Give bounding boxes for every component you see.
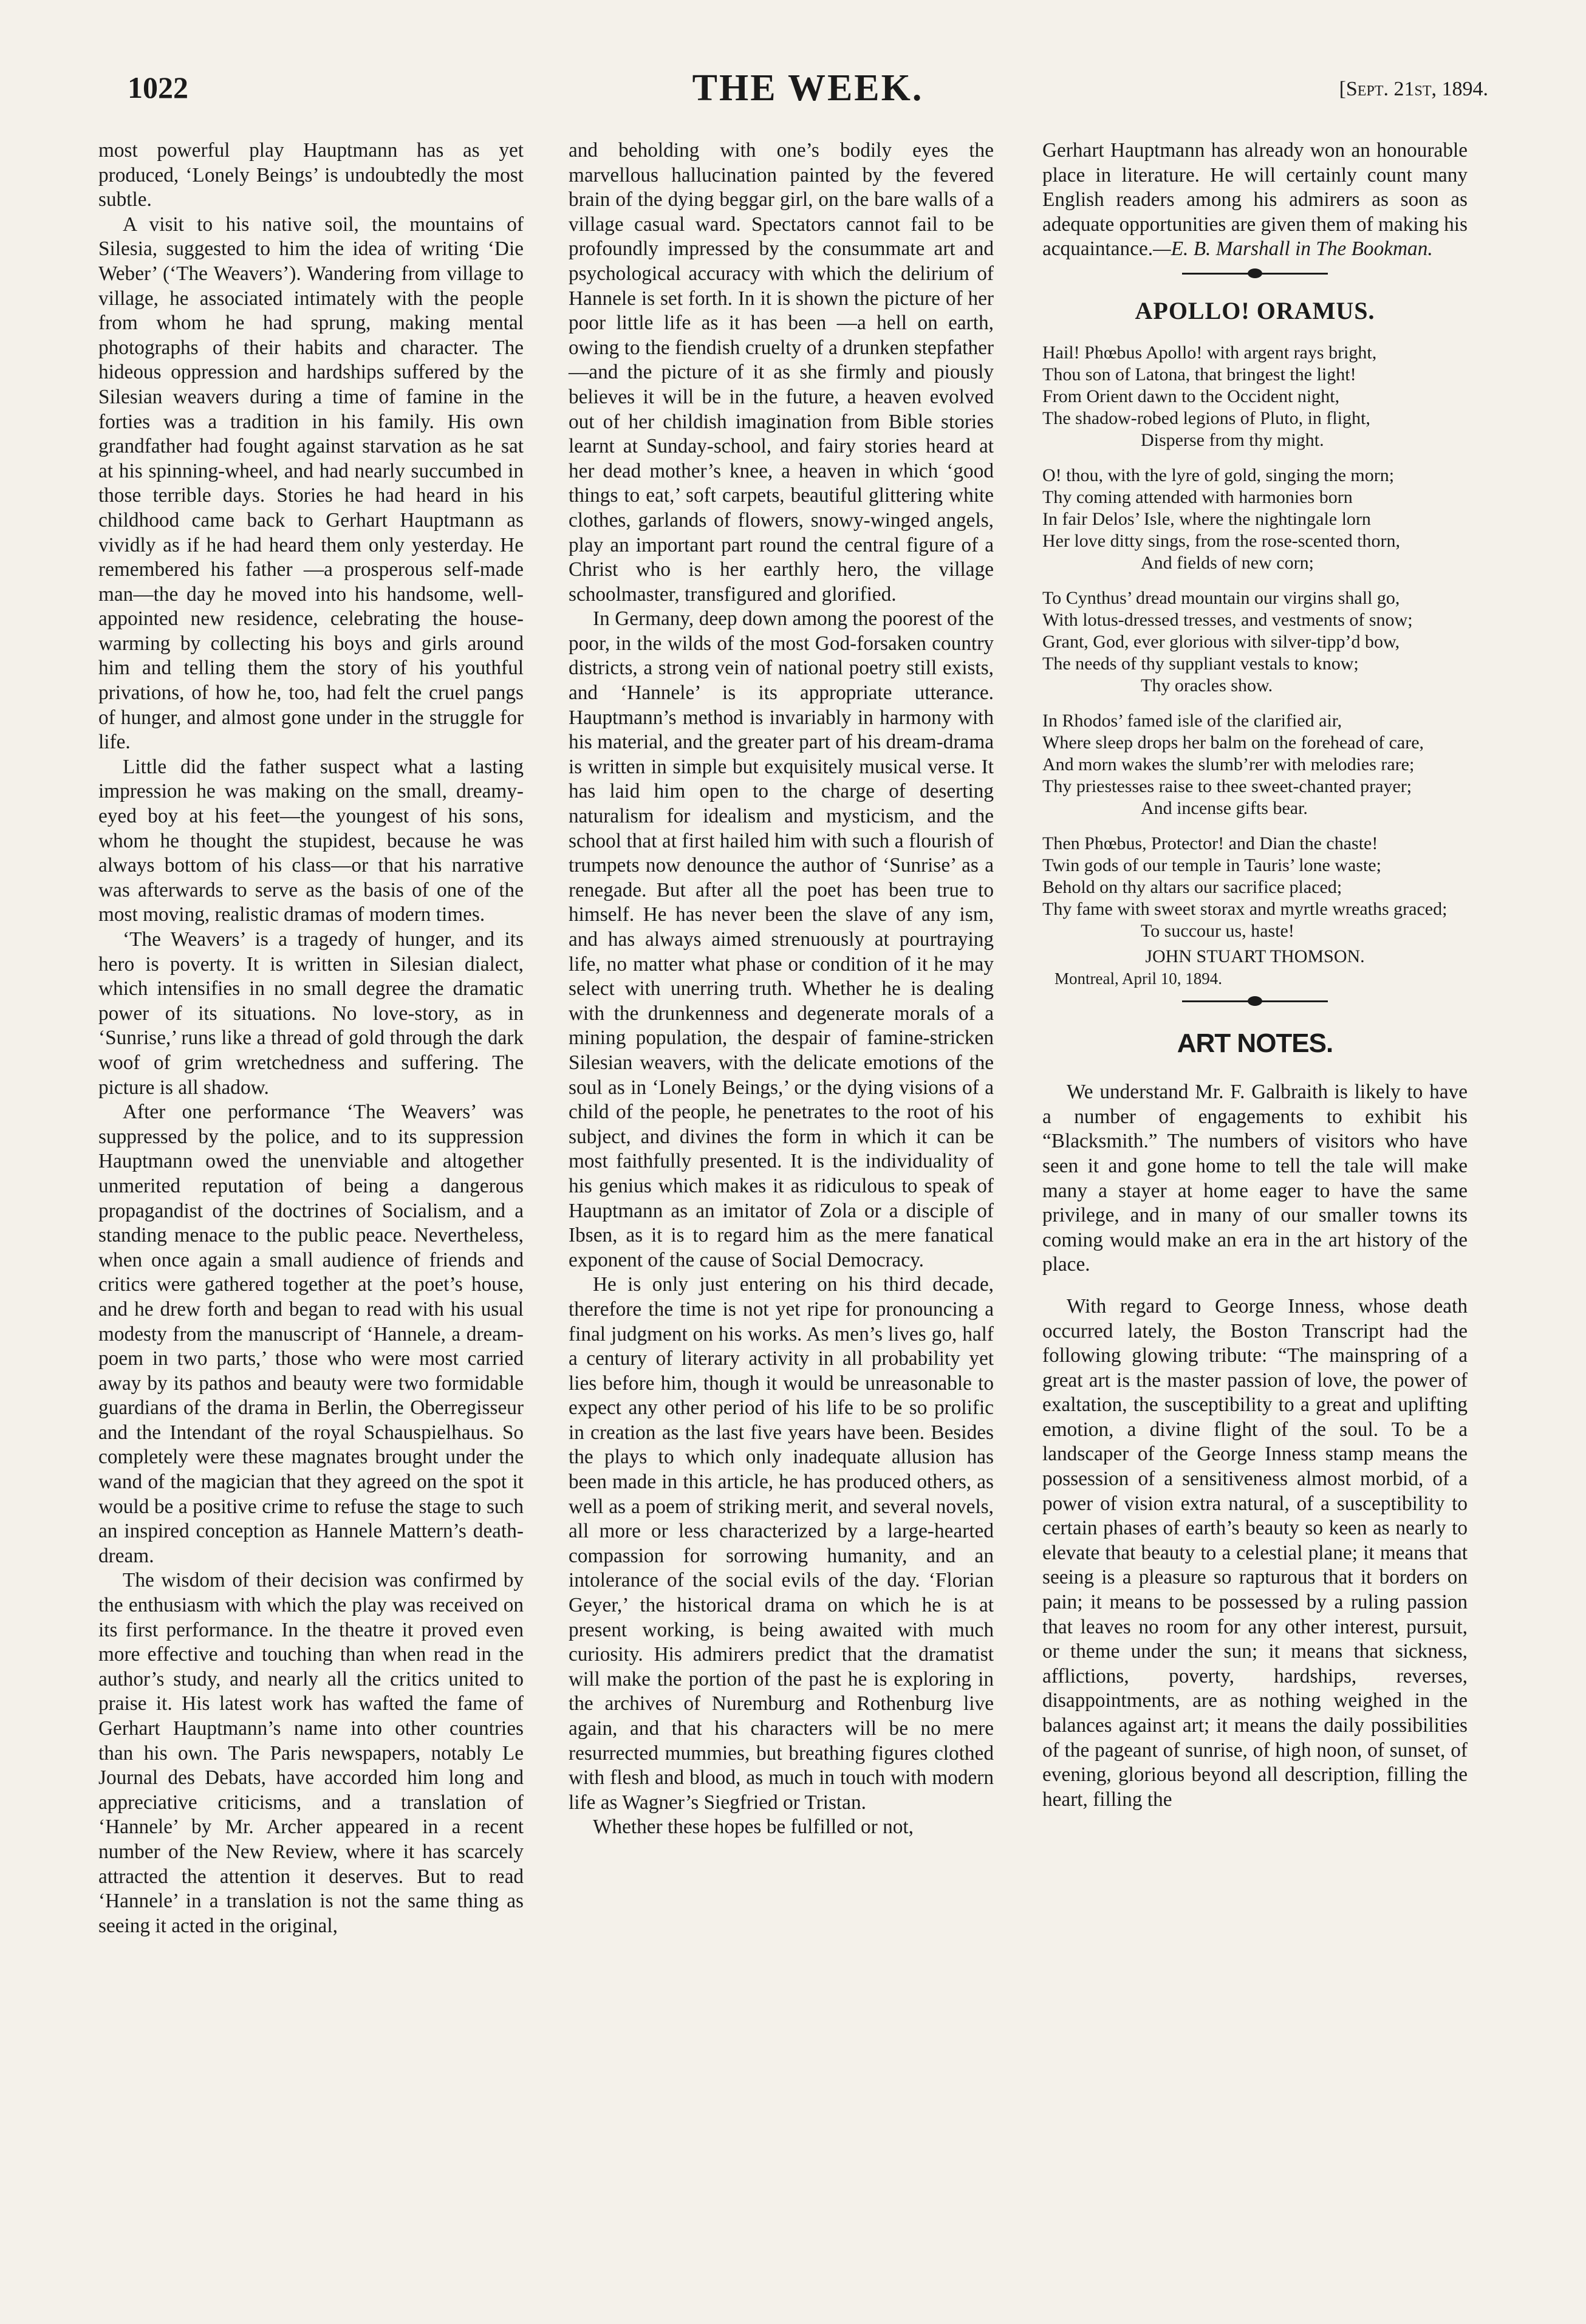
poem-line: Thy fame with sweet storax and myrtle wreaths graced; bbox=[1042, 898, 1448, 919]
poem-line: Thou son of Latona, that bringest the light! bbox=[1042, 364, 1356, 384]
poem-line: Twin gods of our temple in Tauris’ lone waste; bbox=[1042, 855, 1381, 875]
paragraph: ‘The Weavers’ is a tragedy of hunger, and its hero is poverty. It is written in Silesian dialect, which intensifies in no small degree the dramatic power of its situations. No love-story, as in ‘Sunrise,’ runs like a thread of gold through the dark woof of grim wretchedness and suffering. The picture is all shadow. bbox=[98, 928, 524, 1099]
art-notes-title: ART NOTES. bbox=[1177, 1028, 1333, 1058]
poem-line: With lotus-dressed tresses, and vestments of snow; bbox=[1042, 609, 1413, 630]
page-header bbox=[121, 67, 1494, 115]
poem-line: Behold on thy altars our sacrifice placed; bbox=[1042, 877, 1342, 897]
poem-stanza bbox=[1042, 465, 1468, 574]
poem-line: In fair Delos’ Isle, where the nightingale lorn bbox=[1042, 508, 1371, 529]
paragraph: With regard to George Inness, whose death occurred lately, the Boston Transcript had the following glowing tribute: “The mainspring of a great art is the master passion of love, the power of exaltation, the susceptibility to a great and uplifting emotion, a divine flight of the soul. To be a landscaper of the George Inness stamp means the possession of a sensitiveness almost morbid, of a power of vision extra natural, of a susceptibility to certain phases of earth’s beauty so keen as nearly to elevate that beauty to a celestial plane; it means that seeing is a pleasure so rapturous that it borders on pain; it means to be possessed by a ruling passion that leaves no room for any other interest, pursuit, or theme under the sun; it means that sickness, afflictions, poverty, hardships, reverses, disappointments, are as nothing weighed in the balances against art; it means the daily possibilities of the pageant of sunrise, of high noon, of sunset, of evening, glorious beyond all description, filling the heart, filling the bbox=[1042, 1294, 1468, 1811]
poem-line: Disperse from thy might. bbox=[1141, 429, 1324, 450]
masthead-title: THE WEEK. bbox=[692, 67, 924, 109]
paragraph: Little did the father suspect what a lasting impression he was making on the small, dreamy-eyed boy at his feet—the youngest of his sons, whom he thought the stupidest, because he was always bottom of his class—or that his narrative was afterwards to serve as the basis of one of the most moving, realistic dramas of modern times. bbox=[98, 755, 524, 926]
poem-line: In Rhodos’ famed isle of the clarified air, bbox=[1042, 710, 1342, 731]
article-ending bbox=[1042, 138, 1468, 262]
poem bbox=[1042, 342, 1468, 989]
poem-line: O! thou, with the lyre of gold, singing the morn; bbox=[1042, 465, 1395, 485]
attribution: —E. B. Marshall in The Bookman. bbox=[1153, 238, 1433, 261]
paragraph: A visit to his native soil, the mountains of Silesia, suggested to him the idea of writing ‘Die Weber’ (‘The Weavers’). Wandering from village to village, he associated intimately with the people from whom he had sprung, making mental photographs of their habits and character. The hideous oppression and hardships suffered by the Silesian weavers during a time of famine in the forties was a tradition in his family. His own grandfather had fought against starvation as he sat at his spinning-wheel, and had nearly succumbed in those terrible days. Stories he had heard in his childhood came back to Gerhart Hauptmann as vividly as if he had heard them only yesterday. He remembered his father —a prosperous self-made man—the day he moved into his handsome, well-appointed new residence, celebrating the house-warming by collecting his boys and girls around him and telling them the story of his youthful privations, of how he, too, had felt the cruel pangs of hunger, and almost gone under in the struggle for life. bbox=[98, 213, 524, 754]
section-divider bbox=[1182, 1000, 1328, 1002]
poem-author: JOHN STUART THOMSON. bbox=[1145, 946, 1365, 966]
poem-line: The needs of thy suppliant vestals to know; bbox=[1042, 653, 1359, 674]
section-divider bbox=[1182, 273, 1328, 275]
poem-line: To Cynthus’ dread mountain our virgins shall go, bbox=[1042, 587, 1400, 608]
page-number: 1022 bbox=[128, 70, 188, 104]
poem-line: And morn wakes the slumb’rer with melodies rare; bbox=[1042, 754, 1415, 774]
column-3 bbox=[1042, 138, 1468, 1812]
poem-line: Hail! Phœbus Apollo! with argent rays bright, bbox=[1042, 342, 1377, 363]
poem-line: To succour us, haste! bbox=[1141, 920, 1294, 941]
poem-line: And incense gifts bear. bbox=[1141, 798, 1308, 818]
poem-line: The shadow-robed legions of Pluto, in flight, bbox=[1042, 408, 1370, 428]
poem-line: Thy coming attended with harmonies born bbox=[1042, 487, 1353, 507]
paragraph: The wisdom of their decision was confirmed by the enthusiasm with which the play was received on its first performance. In the theatre it proved even more effective and touching than when read in the author’s study, and nearly all the critics united to praise it. His latest work has wafted the fame of Gerhart Hauptmann’s name into other countries than his own. The Paris newspapers, notably Le Journal des Debats, have accorded him long and appreciative criticisms, and a translation of ‘Hannele’ by Mr. Archer appeared in a recent number of the New Review, where it has scarcely attracted the attention it deserves. But to read ‘Hannele’ in a translation is not the same thing as seeing it acted in the original, bbox=[98, 1569, 524, 1937]
poem-stanza bbox=[1042, 710, 1468, 819]
poem-line: Thy oracles show. bbox=[1141, 675, 1273, 695]
poem-line: Thy priestesses raise to thee sweet-chanted prayer; bbox=[1042, 776, 1412, 796]
paragraph: Whether these hopes be fulfilled or not, bbox=[593, 1816, 914, 1839]
paragraph: and beholding with one’s bodily eyes the marvellous hallucination painted by the fevered brain of the dying beggar girl, on the bare walls of a village casual ward. Spectators cannot fail to be profoundly impressed by the consummate art and psychological accuracy with which the delirium of Hannele is set forth. In it is shown the picture of her poor little life as it has been —a hell on earth, owing to the fiendish cruelty of a drunken stepfather—and the picture of it as she firmly and piously believes it will be in the future, a heaven evolved out of her childish imagination from Bible stories learnt at Sunday-school, and fairy stories heard at her dead mother’s knee, a heaven in which ‘good things to eat,’ soft carpets, beautiful glittering white clothes, garlands of flowers, snowy-winged angels, play an important part round the central figure of a Christ who is her earthly hero, the village schoolmaster, transfigured and glorified. bbox=[569, 139, 994, 606]
column-1 bbox=[98, 138, 524, 1938]
paragraph: In Germany, deep down among the poorest of the poor, in the wilds of the most God-forsaken country districts, a strong vein of national poetry still exists, and ‘Hannele’ is its appropriate utterance. Hauptmann’s method is invariably in harmony with his material, and the greater part of his dream-drama is written in simple but exquisitely musical verse. It has laid him open to the charge of deserting naturalism for idealism and mysticism, and the school that at first hailed him with such a flourish of trumpets now denounce the author of ‘Sunrise’ as a renegade. But after all the poet has been true to himself. He has never been the slave of any ism, and has always aimed strenuously at pourtraying life, no matter what phase or condition of it he may select with unerring truth. Whether he is dealing with the drunkenness and degenerate morals of a mining population, the despair of famine-stricken Silesian weavers, with the delicate emotions of the soul as in ‘Lonely Beings,’ or the dying visions of a child of the people, he penetrates to the root of his subject, and divines the form in which it can be most faithfully presented. It is the individuality of his genius which makes it as ridiculous to speak of Hauptmann as an imitator of Zola or a disciple of Ibsen, as it is to regard him as the mere fanatical exponent of the cause of Social Democracy. bbox=[569, 607, 994, 1271]
poem-line: Where sleep drops her balm on the forehead of care, bbox=[1042, 732, 1424, 753]
poem-stanza bbox=[1042, 833, 1468, 942]
poem-stanza bbox=[1042, 342, 1468, 451]
poem-stanza bbox=[1042, 587, 1468, 697]
issue-date: [Sept. 21st, 1894. bbox=[1339, 78, 1488, 100]
paragraph: We understand Mr. F. Galbraith is likely to have a number of engagements to exhibit his “Blacksmith.” The numbers of visitors who have seen it and gone home to tell the tale will make many a stayer at home eager to have the same privilege, and in many of our smaller towns its coming would make an era in the art history of the place. bbox=[1042, 1081, 1468, 1276]
column-2 bbox=[569, 138, 994, 1840]
paragraph: After one performance ‘The Weavers’ was suppressed by the police, and to its suppression Hauptmann owed the unenviable and altogether unmerited reputation of being a dangerous propagandist of the doctrines of Socialism, and a standing menace to the public peace. Nevertheless, when once again a small audience of friends and critics were gathered together at the poet’s house, and he drew forth and began to read with his usual modesty from the manuscript of ‘Hannele, a dream-poem in two parts,’ those who were most carried away by its pathos and beauty were two formidable guardians of the drama in Berlin, the Oberregisseur and the Intendant of the royal Schauspielhaus. So completely were these magnates brought under the wand of the magician that they agreed on the spot it would be a positive crime to refuse the stage to such an inspired conception as Hannele Mattern’s death-dream. bbox=[98, 1101, 524, 1567]
poem-title: APOLLO! ORAMUS. bbox=[1135, 296, 1375, 324]
paragraph: most powerful play Hauptmann has as yet produced, ‘Lonely Beings’ is undoubtedly the most subtle. bbox=[98, 139, 524, 211]
poem-line: Then Phœbus, Protector! and Dian the chaste! bbox=[1042, 833, 1378, 853]
poem-line: Her love ditty sings, from the rose-scented thorn, bbox=[1042, 530, 1401, 551]
poem-line: From Orient dawn to the Occident night, bbox=[1042, 386, 1340, 406]
paragraph: He is only just entering on his third decade, therefore the time is not yet ripe for pronouncing a final judgment on his works. As men’s lives go, half a century of literary activity in all probability yet lies before him, though it would be unreasonable to expect any other period of his life to be so prolific in creation as the last five years have been. Besides the plays to which only inadequate allusion has been made in this article, he has produced others, as well as a poem of striking merit, and several novels, all more or less characterized by a large-hearted compassion for sorrowing humanity, and an intolerance of the social evils of the day. ‘Florian Geyer,’ the historical drama on which he is at present working, is being awaited with much curiosity. His admirers predict that the dramatist will make the portion of the past he is exploring in the archives of Nuremburg and Rothenburg live again, and that his characters will be no mere resurrected mummies, but breathing figures clothed with flesh and blood, as much in touch with modern life as Wagner’s Siegfried or Tristan. bbox=[569, 1273, 994, 1814]
poem-line: And fields of new corn; bbox=[1141, 552, 1314, 573]
paragraph: Gerhart Hauptmann has already won an honourable place in literature. He will certainly count many English readers among his admirers as soon as adequate opportunities are given them of making his acquaintance. bbox=[1042, 139, 1468, 261]
poem-place-date: Montreal, April 10, 1894. bbox=[1054, 969, 1222, 988]
poem-line: Grant, God, ever glorious with silver-tipp’d bow, bbox=[1042, 631, 1400, 652]
